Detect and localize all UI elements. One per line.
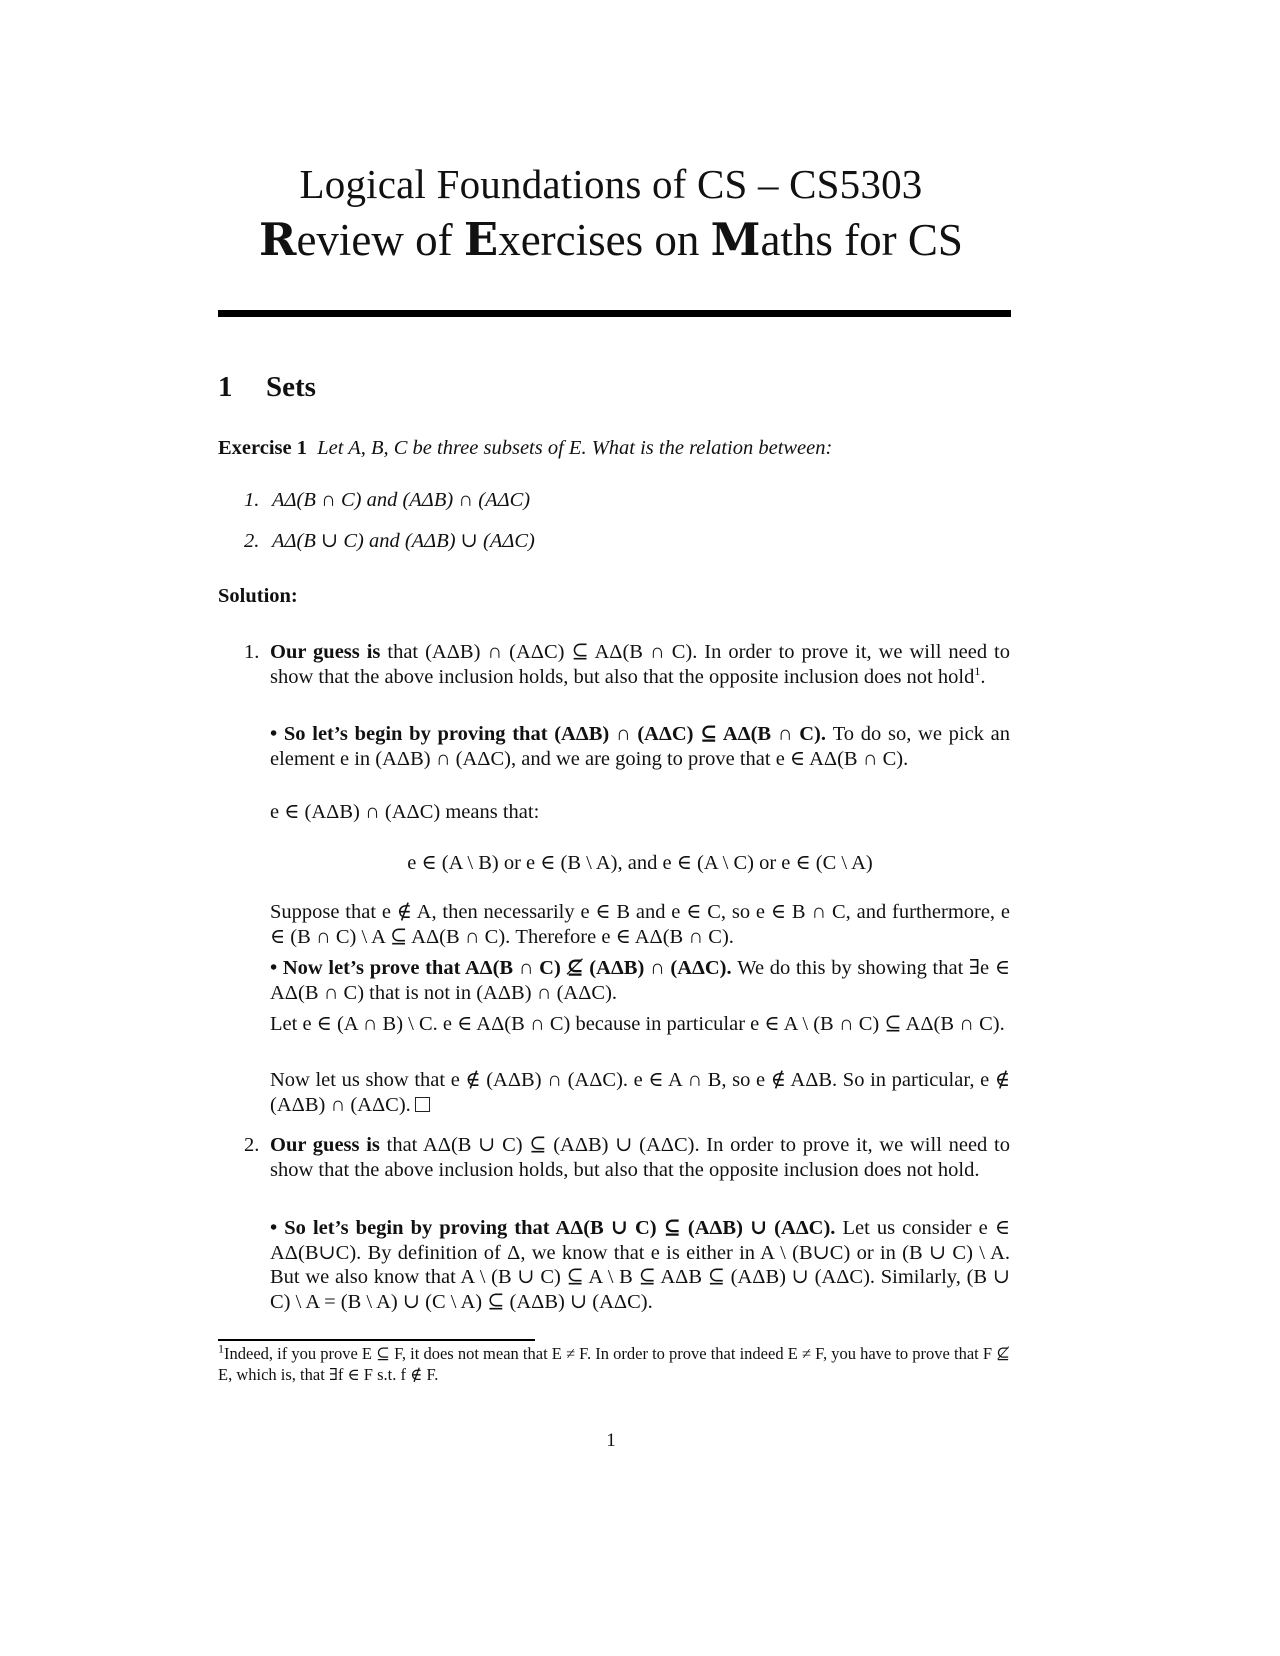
footnote-text: Indeed, if you prove E ⊆ F, it does not mean that E ≠ F. In order to prove that indeed E ≠ F, you have to prove that F ⊈ E, which is, that ∃f ∈ F s.t. f ∉ F. <box>218 1344 1010 1384</box>
section-title: Sets <box>266 371 316 403</box>
guess-text: that (AΔB) ∩ (AΔC) ⊆ AΔ(B ∩ C). In order to prove it, we will need to show that the above inclusion holds, but also that the opposite inclusion does not hold <box>270 641 1010 688</box>
title-part: xercises on <box>498 215 711 265</box>
footnote-number: 1 <box>218 1341 224 1356</box>
proof-paragraph <box>270 722 1010 771</box>
footnote <box>218 1343 1010 1385</box>
title-initial-e: E <box>463 213 499 266</box>
proof-paragraph <box>270 956 1010 1005</box>
guess-text: that AΔ(B ∪ C) ⊆ (AΔB) ∪ (AΔC). In order to prove it, we will need to show that the above inclusion holds, but also that the opposite inclusion does not hold. <box>270 1134 1010 1181</box>
exercise-item <box>244 529 535 553</box>
item-intro <box>270 1133 1010 1182</box>
title-rule <box>218 310 1011 317</box>
qed-icon <box>415 1097 430 1112</box>
display-equation: e ∈ (A \ B) or e ∈ (B \ A), and e ∈ (A \ C) or e ∈ (C \ A) <box>407 852 873 874</box>
proof-paragraph: e ∈ (AΔB) ∩ (AΔC) means that: <box>270 801 540 823</box>
proof-step-text: We do this by showing that ∃e ∈ AΔ(B ∩ C) that is not in (AΔB) ∩ (AΔC). <box>270 957 1010 1004</box>
proof-step-heading: • So let’s begin by proving that AΔ(B ∪ C) ⊆ (AΔB) ∪ (AΔC). <box>270 1217 836 1239</box>
page-number: 1 <box>606 1430 616 1451</box>
item-text: AΔ(B ∩ C) and (AΔB) ∩ (AΔC) <box>272 489 531 511</box>
proof-paragraph: Let e ∈ (A ∩ B) \ C. e ∈ AΔ(B ∩ C) because in particular e ∈ A \ (B ∩ C) ⊆ AΔ(B ∩ C). <box>270 1013 1005 1035</box>
exercise-prompt: Let A, B, C be three subsets of E. What is the relation between: <box>317 437 833 459</box>
title-initial-r: R <box>259 213 297 266</box>
guess-lead: Our guess is <box>270 641 381 663</box>
solution-item-2 <box>244 1133 1010 1182</box>
exercise-item <box>244 488 530 512</box>
footnote-mark[interactable]: 1 <box>974 663 981 678</box>
item-number: 1. <box>244 641 260 663</box>
section-heading <box>218 370 316 404</box>
item-number: 1. <box>244 489 260 511</box>
title-part: aths for CS <box>760 215 963 265</box>
proof-paragraph <box>270 1068 1010 1117</box>
guess-lead: Our guess is <box>270 1134 380 1156</box>
title-initial-m: M <box>710 213 761 266</box>
proof-step-heading: • Now let’s prove that AΔ(B ∩ C) ⊈ (AΔB) ∩ (AΔC). <box>270 957 732 979</box>
item-intro <box>270 640 1010 689</box>
course-title: Logical Foundations of CS – CS5303 <box>299 161 923 207</box>
exercise-statement <box>218 436 1008 461</box>
item-number: 2. <box>244 1134 260 1156</box>
title-part: eview of <box>296 215 464 265</box>
item-text: AΔ(B ∪ C) and (AΔB) ∪ (AΔC) <box>272 530 535 552</box>
proof-step-text: To do so, we pick an element e in (AΔB) ∩ (AΔC), and we are going to prove that e ∈ AΔ(B ∩ C). <box>270 723 1010 770</box>
exercise-label: Exercise 1 <box>218 437 307 459</box>
section-number: 1 <box>218 371 233 403</box>
proof-step-text: Now let us show that e ∉ (AΔB) ∩ (AΔC). e ∈ A ∩ B, so e ∉ AΔB. So in particular, e ∉ (AΔB) ∩ (AΔC). <box>270 1069 1010 1116</box>
solution-label: Solution: <box>218 585 298 607</box>
punctuation: . <box>980 665 986 688</box>
proof-paragraph <box>270 1216 1010 1314</box>
footnote-rule <box>218 1339 535 1341</box>
solution-item-1 <box>244 640 1010 689</box>
document-title <box>0 214 1222 266</box>
item-number: 2. <box>244 530 260 552</box>
proof-paragraph: Suppose that e ∉ A, then necessarily e ∈ B and e ∈ C, so e ∈ B ∩ C, and furthermore, e ∈ (B ∩ C) \ A ⊆ AΔ(B ∩ C). Therefore e ∈ AΔ(B ∩ C). <box>270 901 1010 948</box>
proof-step-text: Let us consider e ∈ AΔ(B∪C). By definition of Δ, we know that e is either in A \ (B∪C) or in (B ∪ C) \ A. But we also know that A \ (B ∪ C) ⊆ A \ B ⊆ AΔB ⊆ (AΔB) ∪ (AΔC). Similarly, (B ∪ C) \ A = (B \ A) ∪ (C \ A) ⊆ (AΔB) ∪ (AΔC). <box>270 1217 1010 1313</box>
proof-step-heading: • So let’s begin by proving that (AΔB) ∩ (AΔC) ⊆ AΔ(B ∩ C). <box>270 723 826 745</box>
